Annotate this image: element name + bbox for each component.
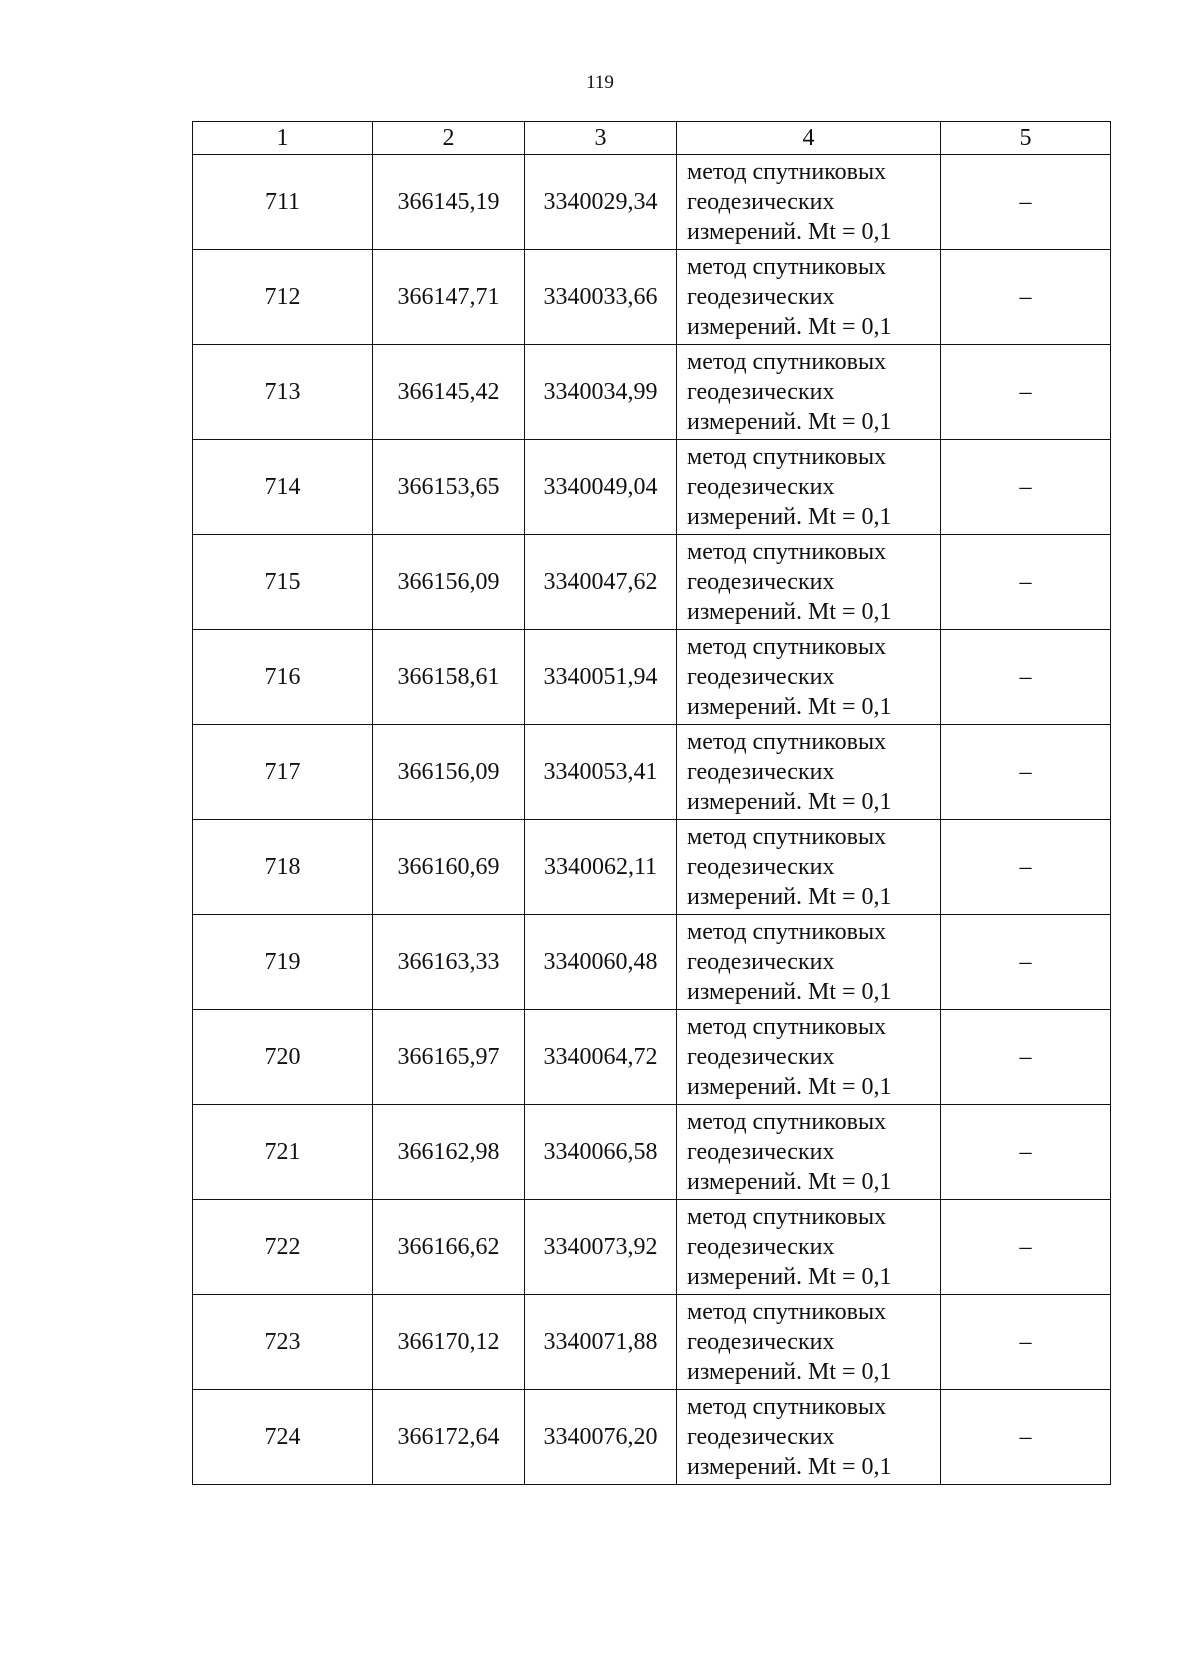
table-row [193,155,1111,250]
header-cell: 1 [193,122,373,155]
note-cell: – [941,250,1111,345]
point-number-cell: 717 [193,725,373,820]
method-line: геодезических [687,1139,835,1165]
page-number: 119 [586,72,614,93]
y-coordinate-cell: 3340053,41 [525,725,677,820]
method-line: измерений. Mt = 0,1 [687,1454,892,1480]
method-line: метод спутниковых [687,1109,887,1135]
method-line: геодезических [687,949,835,975]
x-coordinate-cell: 366156,09 [373,535,525,630]
method-line: метод спутниковых [687,444,887,470]
point-number-cell: 711 [193,155,373,250]
point-number-cell: 719 [193,915,373,1010]
x-coordinate-cell: 366163,33 [373,915,525,1010]
method-line: метод спутниковых [687,634,887,660]
point-number-cell: 722 [193,1200,373,1295]
method-line: измерений. Mt = 0,1 [687,409,892,435]
table-row [193,725,1111,820]
header-cell: 4 [677,122,941,155]
method-line: геодезических [687,759,835,785]
method-line: измерений. Mt = 0,1 [687,219,892,245]
header-cell: 2 [373,122,525,155]
x-coordinate-cell: 366165,97 [373,1010,525,1105]
table-row [193,250,1111,345]
method-line: измерений. Mt = 0,1 [687,1169,892,1195]
method-cell [677,1105,941,1200]
table-row [193,915,1111,1010]
method-line: метод спутниковых [687,1299,887,1325]
table-row [193,1295,1111,1390]
note-cell: – [941,440,1111,535]
method-cell [677,250,941,345]
x-coordinate-cell: 366145,42 [373,345,525,440]
note-cell: – [941,1295,1111,1390]
method-cell [677,915,941,1010]
table-row [193,345,1111,440]
y-coordinate-cell: 3340034,99 [525,345,677,440]
method-line: геодезических [687,569,835,595]
method-cell [677,155,941,250]
note-cell: – [941,155,1111,250]
x-coordinate-cell: 366158,61 [373,630,525,725]
method-line: измерений. Mt = 0,1 [687,884,892,910]
method-line: геодезических [687,379,835,405]
point-number-cell: 716 [193,630,373,725]
point-number-cell: 715 [193,535,373,630]
table-row [193,440,1111,535]
header-cell: 3 [525,122,677,155]
method-cell [677,820,941,915]
point-number-cell: 723 [193,1295,373,1390]
method-cell [677,440,941,535]
note-cell: – [941,1200,1111,1295]
table-row [193,535,1111,630]
method-line: геодезических [687,1234,835,1260]
method-line: метод спутниковых [687,159,887,185]
note-cell: – [941,725,1111,820]
x-coordinate-cell: 366172,64 [373,1390,525,1485]
table-row [193,1010,1111,1105]
method-line: геодезических [687,284,835,310]
note-cell: – [941,345,1111,440]
y-coordinate-cell: 3340033,66 [525,250,677,345]
table-row [193,630,1111,725]
x-coordinate-cell: 366160,69 [373,820,525,915]
table-row [193,1105,1111,1200]
method-line: геодезических [687,664,835,690]
method-line: метод спутниковых [687,729,887,755]
method-cell [677,1390,941,1485]
y-coordinate-cell: 3340062,11 [525,820,677,915]
y-coordinate-cell: 3340029,34 [525,155,677,250]
method-line: геодезических [687,189,835,215]
method-line: измерений. Mt = 0,1 [687,314,892,340]
note-cell: – [941,535,1111,630]
x-coordinate-cell: 366162,98 [373,1105,525,1200]
point-number-cell: 724 [193,1390,373,1485]
method-line: метод спутниковых [687,349,887,375]
coordinates-table [192,121,1111,1485]
method-cell [677,345,941,440]
y-coordinate-cell: 3340047,62 [525,535,677,630]
point-number-cell: 714 [193,440,373,535]
point-number-cell: 713 [193,345,373,440]
x-coordinate-cell: 366145,19 [373,155,525,250]
note-cell: – [941,1010,1111,1105]
method-line: метод спутниковых [687,824,887,850]
x-coordinate-cell: 366153,65 [373,440,525,535]
x-coordinate-cell: 366166,62 [373,1200,525,1295]
point-number-cell: 712 [193,250,373,345]
method-line: геодезических [687,1424,835,1450]
note-cell: – [941,820,1111,915]
method-line: метод спутниковых [687,1014,887,1040]
method-cell [677,630,941,725]
y-coordinate-cell: 3340071,88 [525,1295,677,1390]
y-coordinate-cell: 3340051,94 [525,630,677,725]
y-coordinate-cell: 3340064,72 [525,1010,677,1105]
method-line: измерений. Mt = 0,1 [687,1264,892,1290]
y-coordinate-cell: 3340060,48 [525,915,677,1010]
method-line: измерений. Mt = 0,1 [687,979,892,1005]
header-cell: 5 [941,122,1111,155]
note-cell: – [941,1105,1111,1200]
table-row [193,1390,1111,1485]
y-coordinate-cell: 3340066,58 [525,1105,677,1200]
method-line: метод спутниковых [687,1204,887,1230]
method-line: метод спутниковых [687,1394,887,1420]
point-number-cell: 718 [193,820,373,915]
method-line: измерений. Mt = 0,1 [687,599,892,625]
point-number-cell: 721 [193,1105,373,1200]
method-line: геодезических [687,1329,835,1355]
y-coordinate-cell: 3340049,04 [525,440,677,535]
method-line: измерений. Mt = 0,1 [687,504,892,530]
note-cell: – [941,915,1111,1010]
method-line: геодезических [687,1044,835,1070]
method-line: метод спутниковых [687,254,887,280]
method-cell [677,1200,941,1295]
table-header-row [193,122,1111,155]
method-line: геодезических [687,474,835,500]
method-cell [677,1295,941,1390]
y-coordinate-cell: 3340073,92 [525,1200,677,1295]
note-cell: – [941,1390,1111,1485]
table-row [193,1200,1111,1295]
x-coordinate-cell: 366156,09 [373,725,525,820]
x-coordinate-cell: 366147,71 [373,250,525,345]
method-line: геодезических [687,854,835,880]
method-line: измерений. Mt = 0,1 [687,789,892,815]
table-row [193,820,1111,915]
method-cell [677,1010,941,1105]
point-number-cell: 720 [193,1010,373,1105]
note-cell: – [941,630,1111,725]
method-line: метод спутниковых [687,919,887,945]
method-line: измерений. Mt = 0,1 [687,694,892,720]
method-cell [677,535,941,630]
x-coordinate-cell: 366170,12 [373,1295,525,1390]
y-coordinate-cell: 3340076,20 [525,1390,677,1485]
method-line: метод спутниковых [687,539,887,565]
method-line: измерений. Mt = 0,1 [687,1074,892,1100]
method-line: измерений. Mt = 0,1 [687,1359,892,1385]
method-cell [677,725,941,820]
